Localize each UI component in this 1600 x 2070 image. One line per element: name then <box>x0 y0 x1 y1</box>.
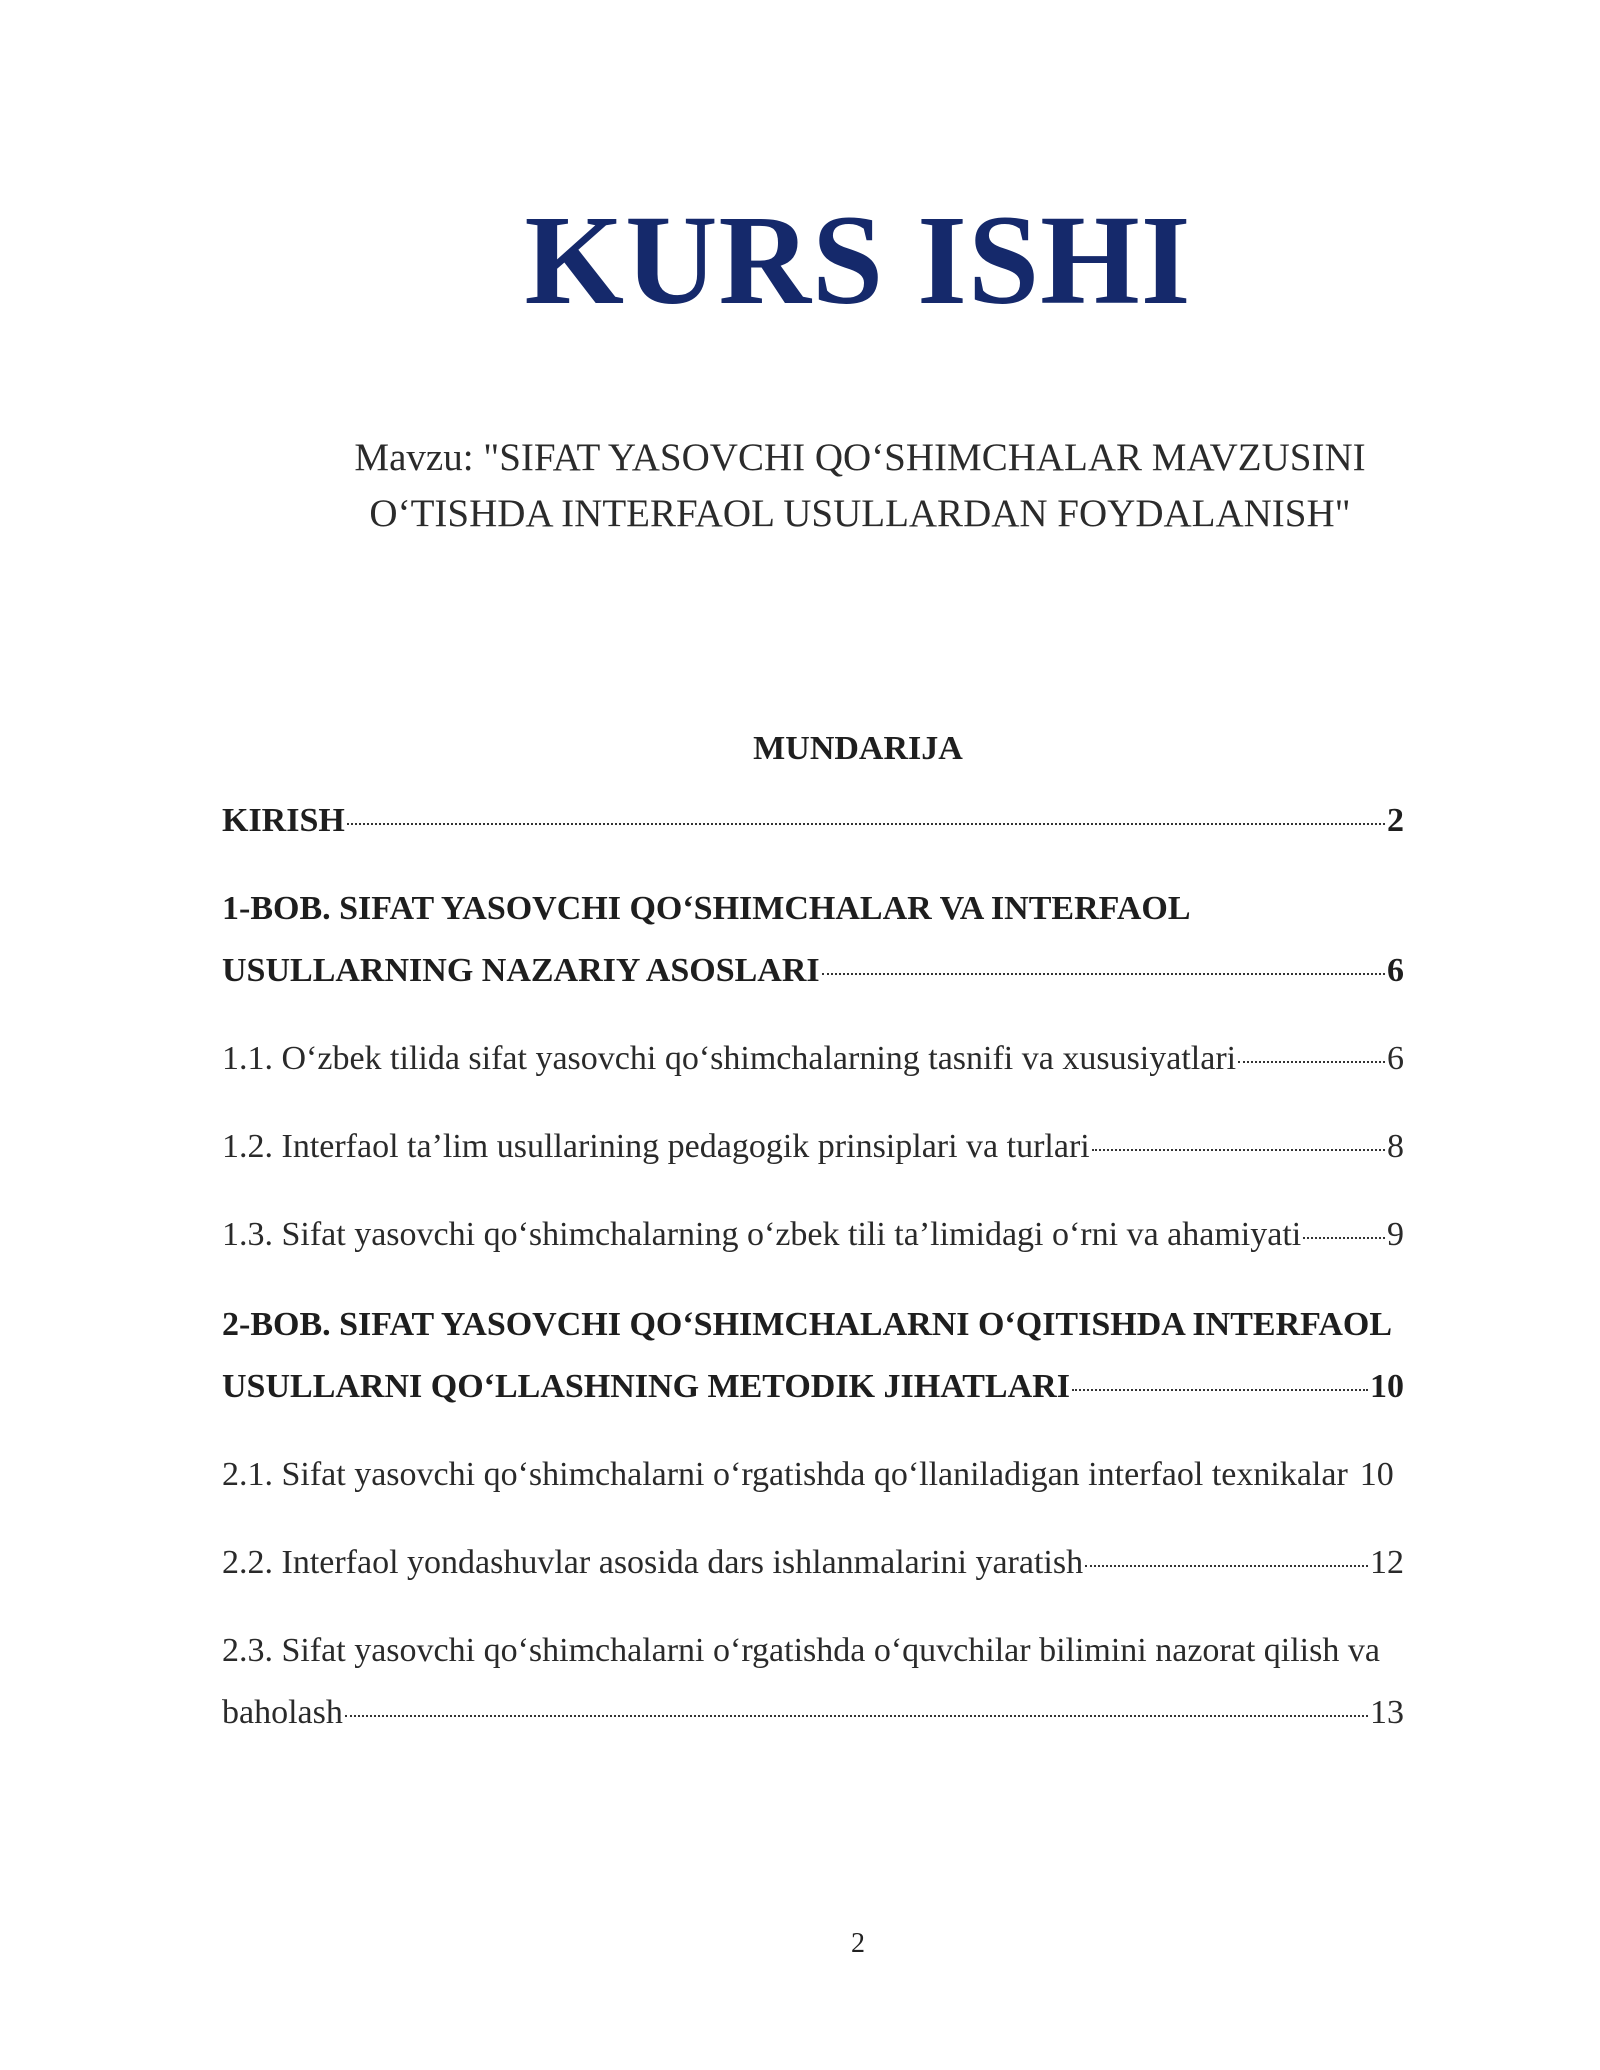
toc-page-number: 10 <box>1370 1368 1404 1405</box>
toc-entry-text: 2.3. Sifat yasovchi qo‘shimchalarni o‘rgatishda o‘quvchilar bilimini nazorat qilish va <box>222 1632 1380 1669</box>
toc-entry-section-2-2 <box>222 1540 1404 1586</box>
toc-entry-chapter2-line2 <box>222 1364 1404 1410</box>
toc-entry-text: USULLARNI QO‘LLASHNING METODIK JIHATLARI <box>222 1368 1070 1405</box>
document-title: KURS ISHI <box>524 189 1192 331</box>
toc-entry-chapter1-line1 <box>222 886 1404 932</box>
toc-leader-dots <box>345 1715 1368 1717</box>
toc-page-number: 12 <box>1370 1544 1404 1581</box>
toc-entry-intro <box>222 798 1404 844</box>
subject-line-2: O‘TISHDA INTERFAOL USULLARDAN FOYDALANISH" <box>369 492 1351 535</box>
toc-page-number: 9 <box>1387 1216 1404 1253</box>
toc-leader-dots <box>822 973 1385 975</box>
page-number: 2 <box>851 1928 865 1959</box>
toc-entry-text: 2.1. Sifat yasovchi qo‘shimchalarni o‘rgatishda qo‘llaniladigan interfaol texnikalar <box>222 1456 1348 1493</box>
toc-entry-text: 1.2. Interfaol ta’lim usullarining pedagogik prinsiplari va turlari <box>222 1128 1090 1165</box>
toc-entry-text: 1.1. O‘zbek tilida sifat yasovchi qo‘shimchalarning tasnifi va xususiyatlari <box>222 1040 1237 1077</box>
toc-leader-dots <box>1303 1237 1385 1239</box>
toc-entry-section-2-3-line1 <box>222 1628 1522 1674</box>
toc-entry-text: 1.3. Sifat yasovchi qo‘shimchalarning o‘zbek tili ta’limidagi o‘rni va ahamiyati <box>222 1216 1302 1253</box>
toc-entry-chapter2-line1 <box>222 1302 1522 1348</box>
toc-leader-dots <box>347 823 1385 825</box>
toc-page-number: 13 <box>1370 1694 1404 1731</box>
toc-entry-text: baholash <box>222 1694 343 1731</box>
toc-leader-dots <box>1238 1061 1385 1063</box>
toc-page-number: 2 <box>1387 802 1404 839</box>
toc-heading: MUNDARIJA <box>753 730 963 767</box>
toc-leader-dots <box>1072 1389 1368 1391</box>
toc-entry-section-2-3-line2 <box>222 1690 1404 1736</box>
toc-entry-text: 1-BOB. SIFAT YASOVCHI QO‘SHIMCHALAR VA INTERFAOL <box>222 890 1191 927</box>
toc-page-number: 6 <box>1387 952 1404 989</box>
toc-entry-section-1-2 <box>222 1124 1404 1170</box>
toc-page-number: 10 <box>1359 1456 1394 1493</box>
toc-entry-text: USULLARNING NAZARIY ASOSLARI <box>222 952 820 989</box>
toc-entry-section-1-3 <box>222 1212 1404 1258</box>
toc-entry-text: KIRISH <box>222 802 345 839</box>
toc-entry-section-1-1 <box>222 1036 1404 1082</box>
toc-page-number: 8 <box>1387 1128 1404 1165</box>
toc-entry-text: 2.2. Interfaol yondashuvlar asosida dars ishlanmalarini yaratish <box>222 1544 1084 1581</box>
toc-leader-dots <box>1085 1565 1368 1567</box>
toc-entry-text: 2-BOB. SIFAT YASOVCHI QO‘SHIMCHALARNI O‘QITISHDA INTERFAOL <box>222 1306 1393 1343</box>
toc-page-number: 6 <box>1387 1040 1404 1077</box>
toc-leader-dots <box>1092 1149 1385 1151</box>
toc-entry-chapter1-line2 <box>222 948 1404 994</box>
subject-line-1: Mavzu: "SIFAT YASOVCHI QO‘SHIMCHALAR MAVZUSINI <box>354 436 1366 479</box>
toc-entry-section-2-1 <box>222 1452 1522 1498</box>
